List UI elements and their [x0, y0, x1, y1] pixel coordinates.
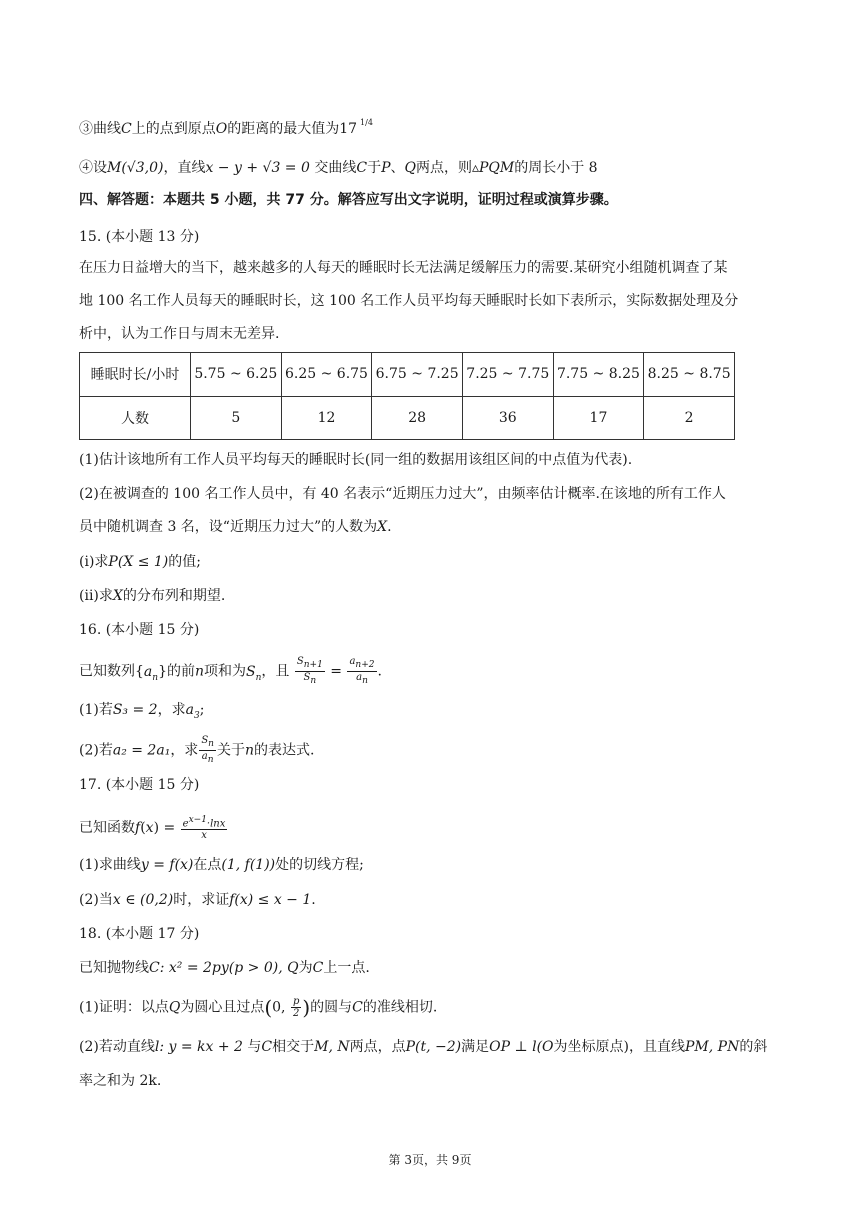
q17-part1: (1)求曲线y = f(x)在点(1, f(1))处的切线方程; [79, 857, 364, 873]
table-cell: 5.75 ~ 6.25 [191, 353, 282, 397]
q14-item3: ③曲线C上的点到原点O的距离的最大值为17 $^{1/4}$ [79, 118, 373, 137]
q18-intro: 已知抛物线C: x² = 2py(p > 0), Q为C上一点. [79, 960, 370, 976]
q15-intro-2: 地 100 名工作人员每天的睡眠时长，这 100 名工作人员平均每天睡眠时长如下表所示，实际数据处理及分 [79, 293, 739, 309]
table-cell: 36 [462, 396, 553, 440]
section-heading: 四、解答题：本题共 5 小题，共 77 分。解答应写出文字说明，证明过程或演算步骤。 [79, 192, 618, 208]
q16-part1: (1)若S₃ = 2，求$a_3$; [79, 702, 205, 721]
q16-intro: 已知数列$\{a_n\}$的前n项和为$S_n$，且 $\frac{S_{n+1}}{S_n}$ = $\frac{a_{n+2}}{a_n}$ . [79, 656, 382, 686]
table-cell: 28 [372, 396, 463, 440]
table-cell: 8.25 ~ 8.75 [644, 353, 735, 397]
table-cell: 7.25 ~ 7.75 [462, 353, 553, 397]
q17-part2: (2)当x ∈ (0,2)时，求证f(x) ≤ x − 1. [79, 892, 316, 908]
q15-intro-1: 在压力日益增大的当下，越来越多的人每天的睡眠时长无法满足缓解压力的需要.某研究小组随机调查了某 [79, 260, 728, 276]
q16-header: 16. (本小题 15 分) [79, 622, 200, 638]
table-cell: 睡眠时长/小时 [80, 353, 191, 397]
q15-part2-line2: 员中随机调查 3 名，设“近期压力过大”的人数为X. [79, 519, 392, 535]
table-row [80, 353, 735, 397]
q18-part2-line2: 率之和为 2k. [79, 1073, 162, 1089]
table-row [80, 396, 735, 440]
table-cell: 12 [281, 396, 372, 440]
q16-part2: (2)若a₂ = 2a₁，求 $\frac{S_n}{a_n}$ 关于n的表达式. [79, 735, 315, 765]
table-cell: 6.75 ~ 7.25 [372, 353, 463, 397]
q18-header: 18. (本小题 17 分) [79, 926, 200, 942]
table-cell: 5 [191, 396, 282, 440]
q18-part2-line1: (2)若动直线l: y = kx + 2 与C相交于M, N两点，点P(t, −2)满足OP ⊥ l(O为坐标原点)，且直线PM, PN的斜 [79, 1039, 768, 1055]
q18-part1: (1)证明：以点Q为圆心且过点(0, $\frac{p}{2}$ )的圆与C的准线相切. [79, 995, 438, 1020]
q17-intro: 已知函数f(x) = $\frac{e^{x-1}\cdot\ln x}{x}$ [79, 815, 226, 842]
table-cell: 17 [553, 396, 644, 440]
q17-header: 17. (本小题 15 分) [79, 777, 200, 793]
q15-intro-3: 析中，认为工作日与周末无差异. [79, 326, 280, 342]
table-cell: 人数 [80, 396, 191, 440]
table-cell: 7.75 ~ 8.25 [553, 353, 644, 397]
q15-part2-ii: (ii)求X的分布列和期望. [79, 588, 226, 604]
q14-item4: ④设M(√3,0)，直线x − y + √3 = 0 交曲线C于P、Q两点，则▵PQM的周长小于 8 [79, 160, 598, 176]
q14-item3-value: 17 [339, 121, 358, 137]
q15-part2-line1: (2)在被调查的 100 名工作人员中，有 40 名表示“近期压力过大”，由频率估计概率.在该地的所有工作人 [79, 486, 726, 502]
q15-part1: (1)估计该地所有工作人员平均每天的睡眠时长(同一组的数据用该组区间的中点值为代表). [79, 452, 633, 468]
table-cell: 2 [644, 396, 735, 440]
page-footer: 第 3页，共 9页 [388, 1153, 472, 1167]
q15-header: 15. (本小题 13 分) [79, 229, 200, 245]
q15-part2-i: (i)求P(X ≤ 1)的值; [79, 554, 201, 570]
sleep-table [79, 352, 735, 440]
table-cell: 6.25 ~ 6.75 [281, 353, 372, 397]
